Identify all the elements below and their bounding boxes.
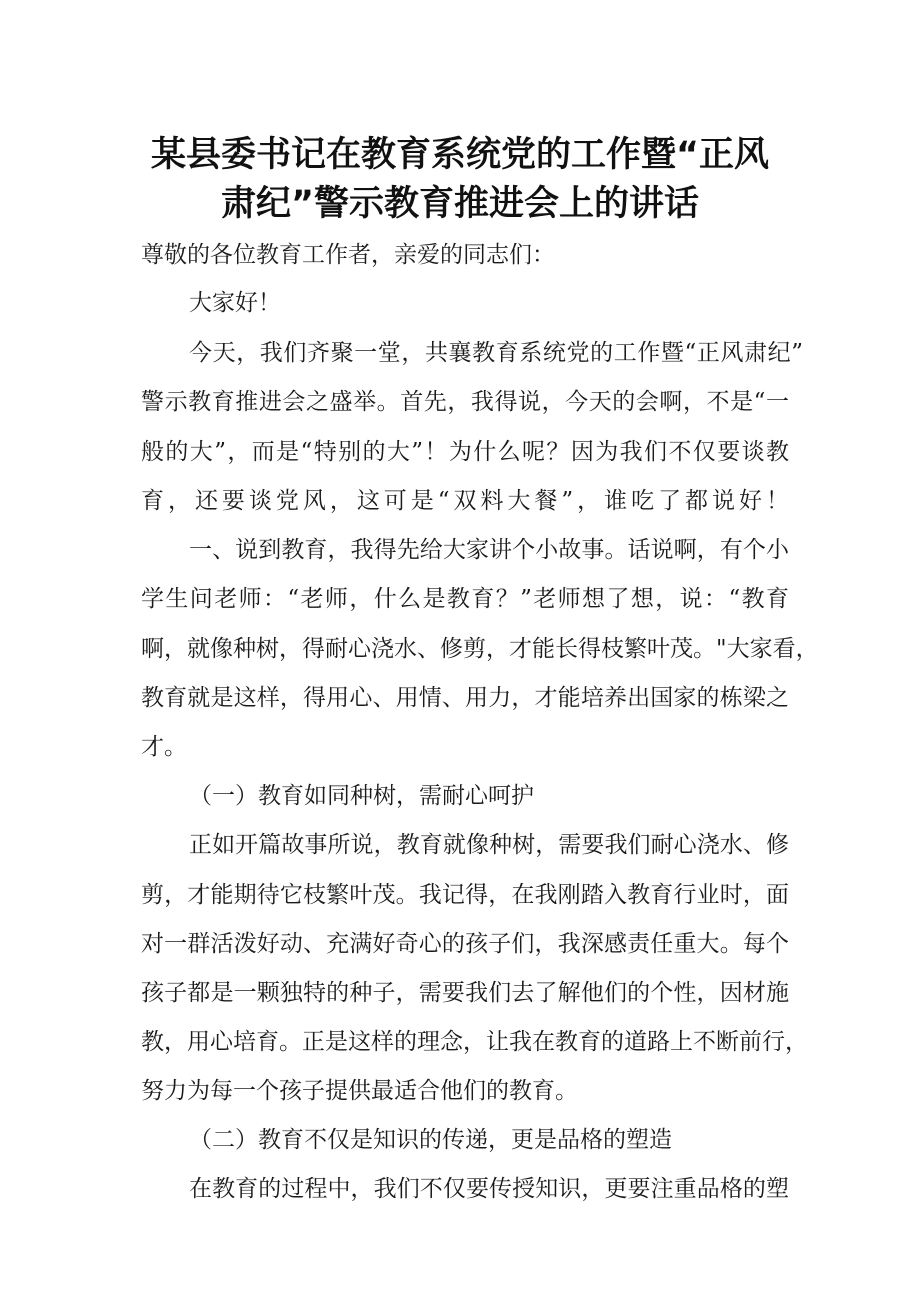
section1-line: 一、说到教育，我得先给大家讲个小故事。话说啊，有个小 xyxy=(189,537,789,563)
subsection1-line: 正如开篇故事所说，教育就像种树，需要我们耐心浇水、修 xyxy=(189,832,789,858)
intro-line: 育，还要谈党风，这可是“双料大餐”，谁吃了都说好！ xyxy=(141,488,789,514)
document-title-line-1: 某县委书记在教育系统党的工作暨“正风 xyxy=(150,135,769,175)
subsection1-heading: （一）教育如同种树，需耐心呵护 xyxy=(189,783,534,809)
subsection1-line: 孩子都是一颗独特的种子，需要我们去了解他们的个性，因材施 xyxy=(141,980,789,1006)
intro-line: 警示教育推进会之盛举。首先，我得说，今天的会啊，不是“一 xyxy=(141,389,789,415)
intro-line: 今天，我们齐聚一堂，共襄教育系统党的工作暨“正风肃纪” xyxy=(189,340,803,366)
subsection1-line: 剪，才能期待它枝繁叶茂。我记得，在我刚踏入教育行业时，面 xyxy=(141,882,789,908)
subsection1-line: 对一群活泼好动、充满好奇心的孩子们，我深感责任重大。每个 xyxy=(141,931,789,957)
document-title-line-2: 肃纪”警示教育推进会上的讲话 xyxy=(220,184,699,224)
section1-line: 啊，就像种树，得耐心浇水、修剪，才能长得枝繁叶茂。"大家看， xyxy=(141,636,819,662)
greeting: 大家好！ xyxy=(189,290,281,316)
section1-line: 才。 xyxy=(141,734,187,760)
subsection2-line: 在教育的过程中，我们不仅要传授知识，更要注重品格的塑 xyxy=(189,1176,789,1202)
subsection1-line: 教，用心培育。正是这样的理念，让我在教育的道路上不断前行， xyxy=(141,1029,808,1055)
subsection1-line: 努力为每一个孩子提供最适合他们的教育。 xyxy=(141,1078,578,1104)
intro-line: 般的大”，而是“特别的大”！为什么呢？因为我们不仅要谈教 xyxy=(141,439,789,465)
subsection2-heading: （二）教育不仅是知识的传递，更是品格的塑造 xyxy=(189,1127,672,1153)
salutation: 尊敬的各位教育工作者，亲爱的同志们： xyxy=(141,242,555,268)
section1-line: 学生问老师：“老师，什么是教育？”老师想了想，说：“教育 xyxy=(141,586,789,612)
section1-line: 教育就是这样，得用心、用情、用力，才能培养出国家的栋梁之 xyxy=(141,685,789,711)
